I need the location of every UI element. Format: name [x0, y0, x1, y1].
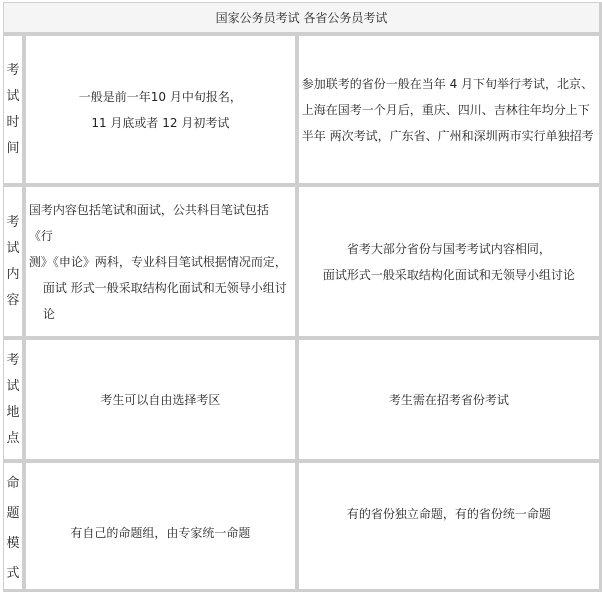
- national-exam-time: 一般是前一年10 月中旬报名， 11 月底或者 12 月初考试: [25, 35, 298, 186]
- table-header-row: [3, 2, 602, 35]
- table-title: 国家公务员考试 各省公务员考试: [3, 2, 602, 35]
- provincial-exam-time: 参加联考的省份一般在当年 4 月下旬举行考试，北京、 上海在国考一个月后，重庆、四川、吉林往年均分上下 半年 两次考试，广东省、广州和深圳两市实行单独招考: [298, 35, 602, 186]
- provincial-question-mode: 有的省份独立命题，有的省份统一命题: [298, 462, 602, 592]
- national-exam-location: 考生可以自由选择考区: [25, 339, 298, 462]
- provincial-exam-location: 考生需在招考省份考试: [298, 339, 602, 462]
- national-question-mode: 有自己的命题组，由专家统一命题: [25, 462, 298, 592]
- row-label-exam-content: 考 试 内 容: [3, 186, 25, 339]
- table-row: [3, 186, 602, 339]
- row-label-question-mode: 命 题 模 式: [3, 462, 25, 592]
- table-row: [3, 339, 602, 462]
- table-row: [3, 462, 602, 592]
- provincial-exam-content: 省考大部分省份与国考考试内容相同， 面试形式一般采取结构化面试和无领导小组讨论: [298, 186, 602, 339]
- national-exam-content: 国考内容包括笔试和面试，公共科目笔试包括《行 测》《申论》两科，专业科目笔试根据情况而定， 面试 形式一般采取结构化面试和无领导小组讨论: [25, 186, 298, 339]
- row-label-exam-location: 考 试 地 点: [3, 339, 25, 462]
- comparison-table: [3, 2, 602, 592]
- row-label-exam-time: 考 试 时 间: [3, 35, 25, 186]
- table-row: [3, 35, 602, 186]
